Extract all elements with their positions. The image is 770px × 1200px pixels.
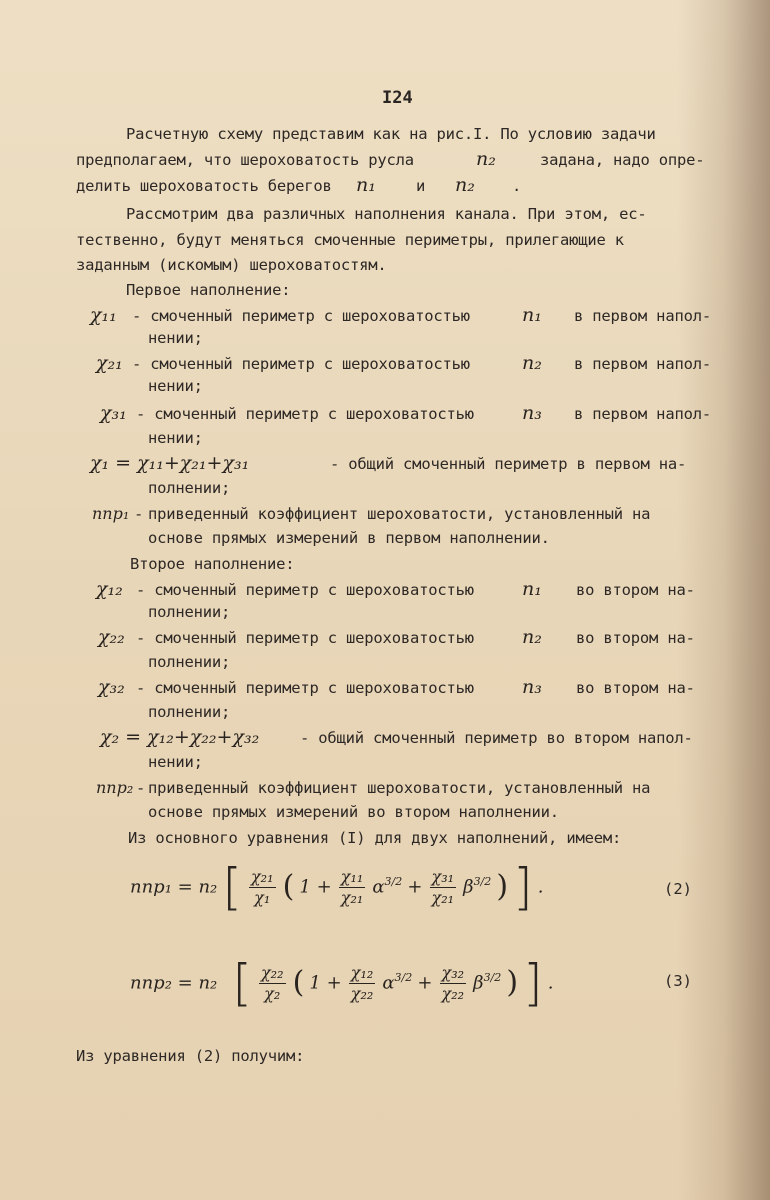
def-9a: - общий смоченный периметр во втором напол-	[300, 729, 693, 747]
def-2b: в первом напол-	[574, 355, 711, 373]
def-7a: - смоченный периметр с шероховатостью	[136, 629, 474, 647]
dash-npr2: -	[136, 779, 146, 797]
eq3-frac-3: $\frac{\text{χ₃₂}}{\text{χ₂₂}}$	[441, 962, 465, 1003]
def-3a: - смоченный периметр с шероховатостью	[136, 405, 474, 423]
heading-first-filling: Первое наполнение:	[126, 281, 291, 299]
def-10b: основе прямых измерений во втором наполнении.	[148, 803, 559, 821]
document-page: I24 Расчетную схему представим как на рис.I. По условию задачи предполагаем, что шероховатость русла n₂ задана, надо опре- делить шероховатость берегов n₁ и n₂ . Рассмотрим два различных наполнения канала. При этом, ес- тественно, будут меняться смоченные периметры, прилегающие к заданным (искомым) шероховатостям. Первое наполнение: χ₁₁ - смоченный периметр с шероховатостью n₁ в первом напол- нении; χ₂₁ - смоченный периметр с шероховатостью n₂ в первом напол- нении; χ₃₁ - смоченный периметр с шероховатостью n₃ в первом напол- нении; χ₁ = χ₁₁+χ₂₁+χ₃₁ - общий смоченный периметр в первом на- полнении; nпр₁ - приведенный коэффициент шероховатости, установленный на основе прямых измерений в первом наполнении. Второе наполнение: χ₁₂ - смоченный периметр с шероховатостью n₁ во втором на- полнении; χ₂₂ - смоченный периметр с шероховатостью n₂ во втором на- полнении; χ₃₂ - смоченный периметр с шероховатостью n₃ во втором на- полнении; χ₂ = χ₁₂+χ₂₂+χ₃₂ - общий смоченный периметр во втором напол- нении; nпр₂ - приведенный коэффициент шероховатости, установленный на основе прямых измерений во втором наполнении. Из основного уравнения (I) для двух наполнений, имеем: nпр₁ = n₂ [ $\frac{\text{χ₂₁}}{\text{χ₁}}$ ( 1 + $\frac{\text{χ₁₁}}{\text{χ₂₁}}$ $\alpha^{3/2}$ + $\frac{\text{χ₃₁}}{\text{χ₂₁}}$ $\beta^{3/2}$ ) ] . (2) nпр₂ = n₂ [ $\frac{\text{χ₂₂}}{\text{χ₂}}$ ( 1 + $\frac{\text{χ₁₂}}{\text{χ₂₂}}$ $\alpha^{3/2}$ + $\frac{\text{χ₃₂}}{\text{χ₂₂}}$ $\beta^{3/2}$ ) ] . (3) Из уравнения (2) получим:	[76, 88, 711, 1065]
symbol-n2-def2: n₂	[522, 626, 542, 648]
symbol-x31: χ₃₁	[100, 402, 127, 424]
def-8a: - смоченный периметр с шероховатостью	[136, 679, 474, 697]
text-line-3a: делить шероховатость берегов	[76, 177, 332, 195]
def-3c: нении;	[148, 429, 203, 447]
symbol-n1-def2: n₁	[522, 578, 542, 600]
eq3-lhs: nпр₂ = n₂	[130, 972, 218, 994]
def-4b: полнении;	[148, 479, 231, 497]
equation-2-number: (2)	[664, 880, 692, 898]
symbol-n3-def2: n₃	[522, 676, 542, 698]
symbol-n3-def: n₃	[522, 402, 542, 424]
page-number: I24	[382, 88, 413, 108]
dash-npr1: -	[134, 505, 144, 523]
text-line-6: заданным (искомым) шероховатостям.	[76, 256, 387, 274]
equation-3-number: (3)	[664, 972, 692, 990]
symbol-npr1: nпр₁	[92, 504, 130, 523]
def-6b: во втором на-	[576, 581, 695, 599]
symbol-x1-sum: χ₁ = χ₁₁+χ₂₁+χ₃₁	[90, 452, 250, 474]
eq2-frac-3: $\frac{\text{χ₃₁}}{\text{χ₂₁}}$	[431, 866, 455, 907]
text-line-5: тественно, будут меняться смоченные периметры, прилегающие к	[76, 231, 624, 249]
text-line-1: Расчетную схему представим как на рис.I. По условию задачи	[126, 125, 656, 143]
def-2c: нении;	[148, 377, 203, 395]
def-6a: - смоченный периметр с шероховатостью	[136, 581, 474, 599]
text-line-from-eq2: Из уравнения (2) получим:	[76, 1047, 305, 1065]
def-8c: полнении;	[148, 703, 231, 721]
def-4a: - общий смоченный периметр в первом на-	[330, 455, 687, 473]
symbol-n2: n₂	[476, 148, 496, 170]
symbol-npr2: nпр₂	[96, 778, 134, 797]
symbol-x11: χ₁₁	[90, 304, 117, 326]
symbol-n1: n₁	[356, 174, 376, 196]
def-9b: нении;	[148, 753, 203, 771]
text-line-4: Рассмотрим два различных наполнения канала. При этом, ес-	[126, 205, 647, 223]
def-7b: во втором на-	[576, 629, 695, 647]
def-6c: полнении;	[148, 603, 231, 621]
symbol-n2-def: n₂	[522, 352, 542, 374]
eq2-lhs: nпр₁ = n₂	[130, 876, 218, 898]
symbol-n2-b: n₂	[455, 174, 475, 196]
def-1b: в первом напол-	[574, 307, 711, 325]
def-7c: полнении;	[148, 653, 231, 671]
def-5a: приведенный коэффициент шероховатости, установленный на	[148, 505, 651, 523]
symbol-x2-sum: χ₂ = χ₁₂+χ₂₂+χ₃₂	[100, 726, 260, 748]
text-line-main-eq: Из основного уравнения (I) для двух наполнений, имеем:	[128, 829, 622, 847]
def-10a: приведенный коэффициент шероховатости, установленный на	[148, 779, 651, 797]
text-line-3b: и	[416, 177, 426, 195]
symbol-x32: χ₃₂	[98, 676, 125, 698]
text-line-2b: задана, надо опре-	[540, 151, 705, 169]
def-5b: основе прямых измерений в первом наполнении.	[148, 529, 550, 547]
heading-second-filling: Второе наполнение:	[130, 555, 295, 573]
symbol-n1-def: n₁	[522, 304, 542, 326]
symbol-x21: χ₂₁	[96, 352, 123, 374]
def-1a: - смоченный периметр с шероховатостью	[132, 307, 470, 325]
def-8b: во втором на-	[576, 679, 695, 697]
equation-3: nпр₂ = n₂ [ $\frac{\text{χ₂₂}}{\text{χ₂}}$ ( 1 + $\frac{\text{χ₁₂}}{\text{χ₂₂}}$ $\alpha^{3/2}$ + $\frac{\text{χ₃₂}}{\text{χ₂₂}}$ $\beta^{3/2}$ ) ] .	[130, 954, 554, 1012]
symbol-x22: χ₂₂	[98, 626, 125, 648]
def-3b: в первом напол-	[574, 405, 711, 423]
equation-2: nпр₁ = n₂ [ $\frac{\text{χ₂₁}}{\text{χ₁}}$ ( 1 + $\frac{\text{χ₁₁}}{\text{χ₂₁}}$ $\alpha^{3/2}$ + $\frac{\text{χ₃₁}}{\text{χ₂₁}}$ $\beta^{3/2}$ ) ] .	[130, 858, 544, 916]
eq3-frac-1: $\frac{\text{χ₂₂}}{\text{χ₂}}$	[260, 962, 284, 1003]
eq2-frac-2: $\frac{\text{χ₁₁}}{\text{χ₂₁}}$	[340, 866, 364, 907]
symbol-x12: χ₁₂	[96, 578, 123, 600]
def-1c: нении;	[148, 329, 203, 347]
eq2-frac-1: $\frac{\text{χ₂₁}}{\text{χ₁}}$	[250, 866, 274, 907]
def-2a: - смоченный периметр с шероховатостью	[132, 355, 470, 373]
text-line-2a: предполагаем, что шероховатость русла	[76, 151, 414, 169]
eq3-frac-2: $\frac{\text{χ₁₂}}{\text{χ₂₂}}$	[350, 962, 374, 1003]
